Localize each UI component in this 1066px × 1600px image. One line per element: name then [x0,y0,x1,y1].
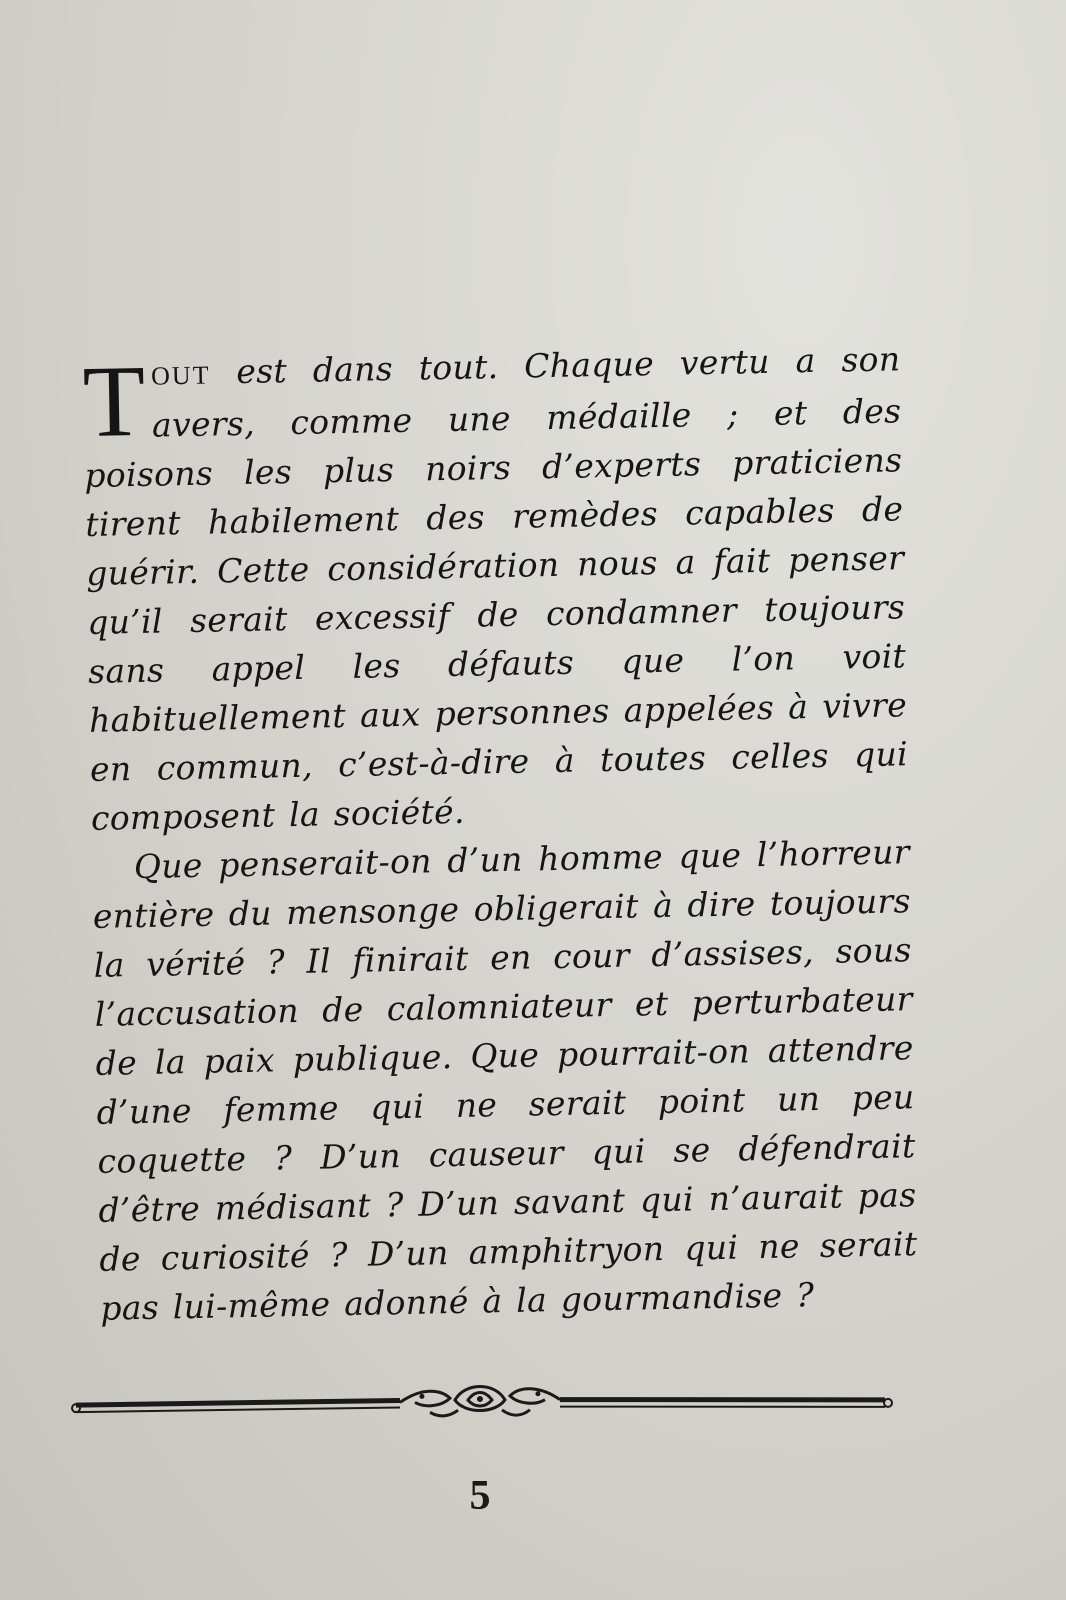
page-number: 5 [469,1473,491,1519]
paragraph-1-text: est dans tout. Chaque vertu a son avers, comme une médaille ; et des poisons les plus noirs d’experts praticiens tirent habilement des remèdes capables de guérir. Cette considération nous a fait penser qu’il serait excessif de condamner toujours sans appel les défauts que l’on voit habituellement aux personnes appelées à vivre en commun, c’est-à-dire à toutes celles qui composent la société. [84,339,909,838]
opening-small-caps: OUT [150,360,211,391]
drop-cap: T [81,344,147,459]
floral-rule-ornament-icon [70,1376,900,1440]
paragraph-1 [82,334,909,843]
body-text [82,334,919,1333]
paragraph-2 [91,827,918,1333]
paragraph-2-text: Que penserait-on d’un homme que l’horreur entière du mensonge obligerait à dire toujours la vérité ? Il finirait en cour d’assises, sous l’accusation de calomniateur et perturbateur de la paix publique. Que pourrait-on attendre d’une femme qui ne serait point un peu coquette ? D’un causeur qui se défendrait d’être médisant ? D’un savant qui n’aurait pas de curiosité ? D’un amphitryon qui ne serait pas lui-même adonné à la gourmandise ? [92,832,918,1328]
